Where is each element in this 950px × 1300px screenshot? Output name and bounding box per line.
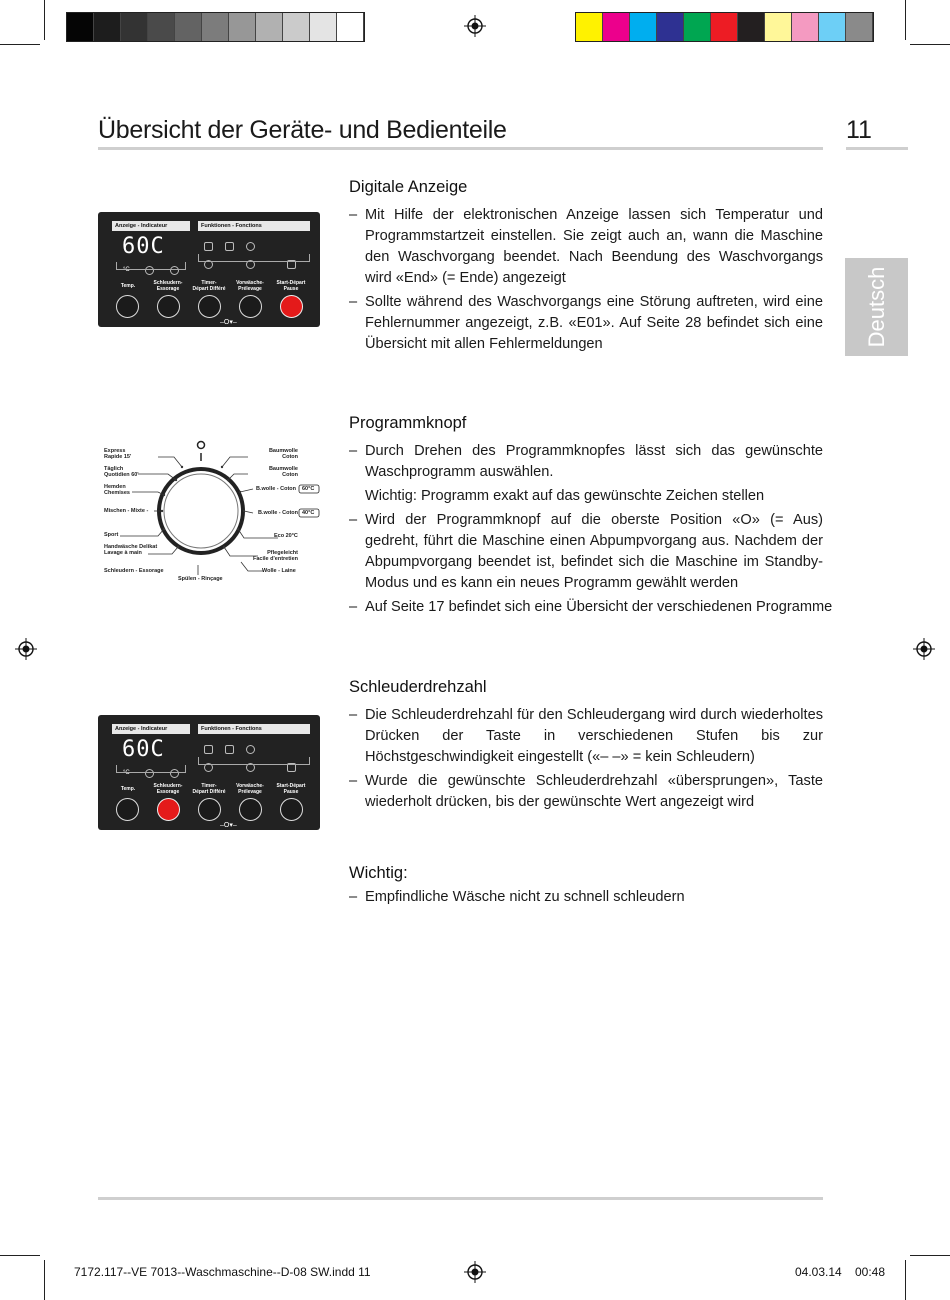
color-swatch bbox=[67, 13, 94, 41]
spin-text bbox=[349, 705, 823, 813]
color-swatch bbox=[283, 13, 310, 41]
list-item: – Durch Drehen des Programmknopfes lässt sich das gewünschte Waschprogramm auswählen. bbox=[349, 441, 823, 483]
color-swatch bbox=[711, 13, 738, 41]
start-button-label: Start-Départ Pause bbox=[276, 783, 306, 795]
functions-label: Funktionen - Fonctions bbox=[198, 221, 310, 231]
registration-mark-icon bbox=[15, 638, 37, 660]
dial-label: Schleudern - Essorage bbox=[104, 568, 164, 574]
registration-mark-icon bbox=[464, 15, 486, 37]
color-swatch bbox=[202, 13, 229, 41]
unit-label: °C bbox=[123, 770, 130, 776]
bottom-rule bbox=[98, 1197, 823, 1200]
knob-text bbox=[349, 441, 833, 618]
crop-mark bbox=[905, 1260, 906, 1300]
crop-mark bbox=[44, 0, 45, 40]
temp-button-label: Temp. bbox=[120, 283, 136, 289]
page-number: 11 bbox=[846, 116, 872, 144]
unit-label: °C bbox=[123, 267, 130, 273]
color-swatch bbox=[630, 13, 657, 41]
prewash-icon bbox=[204, 745, 213, 754]
prewash-button bbox=[239, 798, 262, 821]
timer-button-label: Timer- Départ Différé bbox=[192, 783, 226, 795]
color-swatch bbox=[229, 13, 256, 41]
control-panel-illustration bbox=[98, 212, 320, 327]
display-label: Anzeige - Indicateur bbox=[112, 724, 190, 734]
crop-mark bbox=[905, 0, 906, 40]
crop-mark bbox=[0, 1255, 40, 1256]
temp-button-label: Temp. bbox=[120, 786, 136, 792]
control-panel-illustration bbox=[98, 715, 320, 830]
color-bar bbox=[575, 12, 874, 42]
list-item: – Sollte während des Waschvorgangs eine Störung auftreten, wird eine Fehlernummer angezeigt, z.B. «E01». Auf Seite 28 befindet sich eine Übersicht mit allen Fehlermeldungen bbox=[349, 292, 823, 355]
color-swatch bbox=[576, 13, 603, 41]
dial-label: Wolle - Laine bbox=[262, 568, 296, 574]
program-icon bbox=[246, 745, 255, 754]
prewash-icon bbox=[204, 242, 213, 251]
dial-label: Mischen - Mixte - bbox=[104, 508, 149, 514]
digital-display: 60C bbox=[122, 234, 165, 259]
start-pause-button bbox=[280, 798, 303, 821]
page-title: Übersicht der Geräte- und Bedienteile bbox=[98, 116, 507, 144]
footer-date: 04.03.14 bbox=[795, 1265, 842, 1279]
functions-bracket bbox=[198, 254, 310, 262]
color-swatch bbox=[819, 13, 846, 41]
start-pause-button bbox=[280, 295, 303, 318]
color-swatch bbox=[310, 13, 337, 41]
temp-badge-label: 40°C bbox=[302, 510, 315, 516]
spin-button bbox=[157, 798, 180, 821]
dial-label: Täglich Quotidien 60' bbox=[104, 466, 139, 478]
dial-label: B.wolle - Coton bbox=[256, 486, 297, 492]
dial-label: Pflegeleicht Facile d'entretien bbox=[252, 550, 298, 562]
dial-label: Sport bbox=[104, 532, 119, 538]
title-rule bbox=[98, 147, 823, 150]
color-swatch bbox=[684, 13, 711, 41]
list-item: – Wurde die gewünschte Schleuderdrehzahl «übersprungen», Taste wiederholt drücken, bis der gewünschte Wert angezeigt wird bbox=[349, 771, 823, 813]
child-lock-symbol: –O▾– bbox=[220, 319, 237, 326]
color-swatch bbox=[657, 13, 684, 41]
section-heading-important: Wichtig: bbox=[349, 864, 408, 882]
section-heading-spin: Schleuderdrehzahl bbox=[349, 678, 487, 696]
digital-display: 60C bbox=[122, 737, 165, 762]
color-swatch bbox=[337, 13, 364, 41]
start-button-label: Start-Départ Pause bbox=[276, 280, 306, 292]
color-swatch bbox=[738, 13, 765, 41]
dial-label: Baumwolle Coton bbox=[268, 466, 298, 478]
digital-text bbox=[349, 205, 823, 355]
crop-mark bbox=[0, 44, 40, 45]
dial-label: Handwäsche Delikat Lavage à main bbox=[104, 544, 158, 556]
off-position-icon bbox=[198, 442, 205, 449]
registration-mark-icon bbox=[464, 1261, 486, 1283]
list-item: – Die Schleuderdrehzahl für den Schleudergang wird durch wiederholtes Drücken der Taste in verschiedenen Stufen bis zur Höchstgeschwindigkeit eingestellt («– –» = kein Schleudern) bbox=[349, 705, 823, 768]
dial-label: Baumwolle Coton bbox=[268, 448, 298, 460]
display-bracket bbox=[116, 765, 186, 773]
registration-mark-icon bbox=[913, 638, 935, 660]
page-number-rule bbox=[846, 147, 908, 150]
list-item: – Mit Hilfe der elektronischen Anzeige lassen sich Temperatur und Programmstartzeit einstellen. Sie zeigt auch an, wann die Maschine den Waschvorgang beendet. Nach Beendung des Waschvorgangs wird «End» (= Ende) angezeigt bbox=[349, 205, 823, 289]
important-label: Wichtig bbox=[365, 488, 413, 504]
dial-label: Spülen - Rinçage bbox=[178, 576, 223, 582]
list-item: – Wird der Programmknopf auf die oberste Position «O» (= Aus) gedreht, führt die Maschine einen Abpumpvorgang aus. Nachdem der Abpumpvorgang beendet ist, befindet sich die Maschine im Standby-Modus und es kann ein neues Programm gewählt werden bbox=[349, 510, 823, 594]
list-item: – Empfindliche Wäsche nicht zu schnell schleudern bbox=[349, 887, 823, 908]
footer-time: 00:48 bbox=[855, 1265, 886, 1279]
crop-mark bbox=[910, 44, 950, 45]
color-swatch bbox=[603, 13, 630, 41]
color-swatch bbox=[256, 13, 283, 41]
dial-label: Express Rapide 15' bbox=[104, 448, 132, 460]
color-swatch bbox=[94, 13, 121, 41]
prewash-button-label: Vorwäsche- Prélevage bbox=[236, 783, 264, 795]
temp-button bbox=[116, 295, 139, 318]
timer-button-label: Timer- Départ Différé bbox=[192, 280, 226, 292]
dial-label: B.wolle - Coton bbox=[258, 510, 299, 516]
spin-button-label: Schleudern- Essorage bbox=[153, 280, 183, 292]
functions-label: Funktionen - Fonctions bbox=[198, 724, 310, 734]
child-lock-symbol: –O▾– bbox=[220, 822, 237, 829]
dial-label: Eco 20°C bbox=[274, 533, 298, 539]
functions-bracket bbox=[198, 757, 310, 765]
color-swatch bbox=[121, 13, 148, 41]
spin-button-label: Schleudern- Essorage bbox=[153, 783, 183, 795]
grayscale-bar bbox=[66, 12, 365, 42]
crop-mark bbox=[910, 1255, 950, 1256]
prewash-button bbox=[239, 295, 262, 318]
important-text bbox=[349, 887, 823, 908]
color-swatch bbox=[792, 13, 819, 41]
dial-knob bbox=[164, 474, 238, 548]
timer-button bbox=[198, 798, 221, 821]
display-bracket bbox=[116, 262, 186, 270]
program-icon bbox=[246, 242, 255, 251]
prewash-button-label: Vorwäsche- Prélevage bbox=[236, 280, 264, 292]
timer-button bbox=[198, 295, 221, 318]
color-swatch bbox=[765, 13, 792, 41]
color-swatch bbox=[175, 13, 202, 41]
display-label: Anzeige - Indicateur bbox=[112, 221, 190, 231]
color-swatch bbox=[148, 13, 175, 41]
color-swatch bbox=[846, 13, 873, 41]
temp-button bbox=[116, 798, 139, 821]
dial-label: Hemden Chemises bbox=[104, 484, 130, 496]
section-heading-digital: Digitale Anzeige bbox=[349, 178, 468, 196]
spin-button bbox=[157, 295, 180, 318]
temperature-icon bbox=[225, 242, 234, 251]
section-heading-knob: Programmknopf bbox=[349, 414, 467, 432]
list-item: – Auf Seite 17 befindet sich eine Übersicht der verschiedenen Programme bbox=[349, 597, 823, 618]
footer-filename: 7172.117--VE 7013--Waschmaschine--D-08 SW.indd 11 bbox=[74, 1265, 371, 1279]
temp-badge-label: 60°C bbox=[302, 486, 315, 492]
language-tab: Deutsch bbox=[845, 258, 908, 356]
crop-mark bbox=[44, 1260, 45, 1300]
temperature-icon bbox=[225, 745, 234, 754]
important-note: Wichtig: Programm exakt auf das gewünschte Zeichen stellen bbox=[365, 488, 765, 504]
